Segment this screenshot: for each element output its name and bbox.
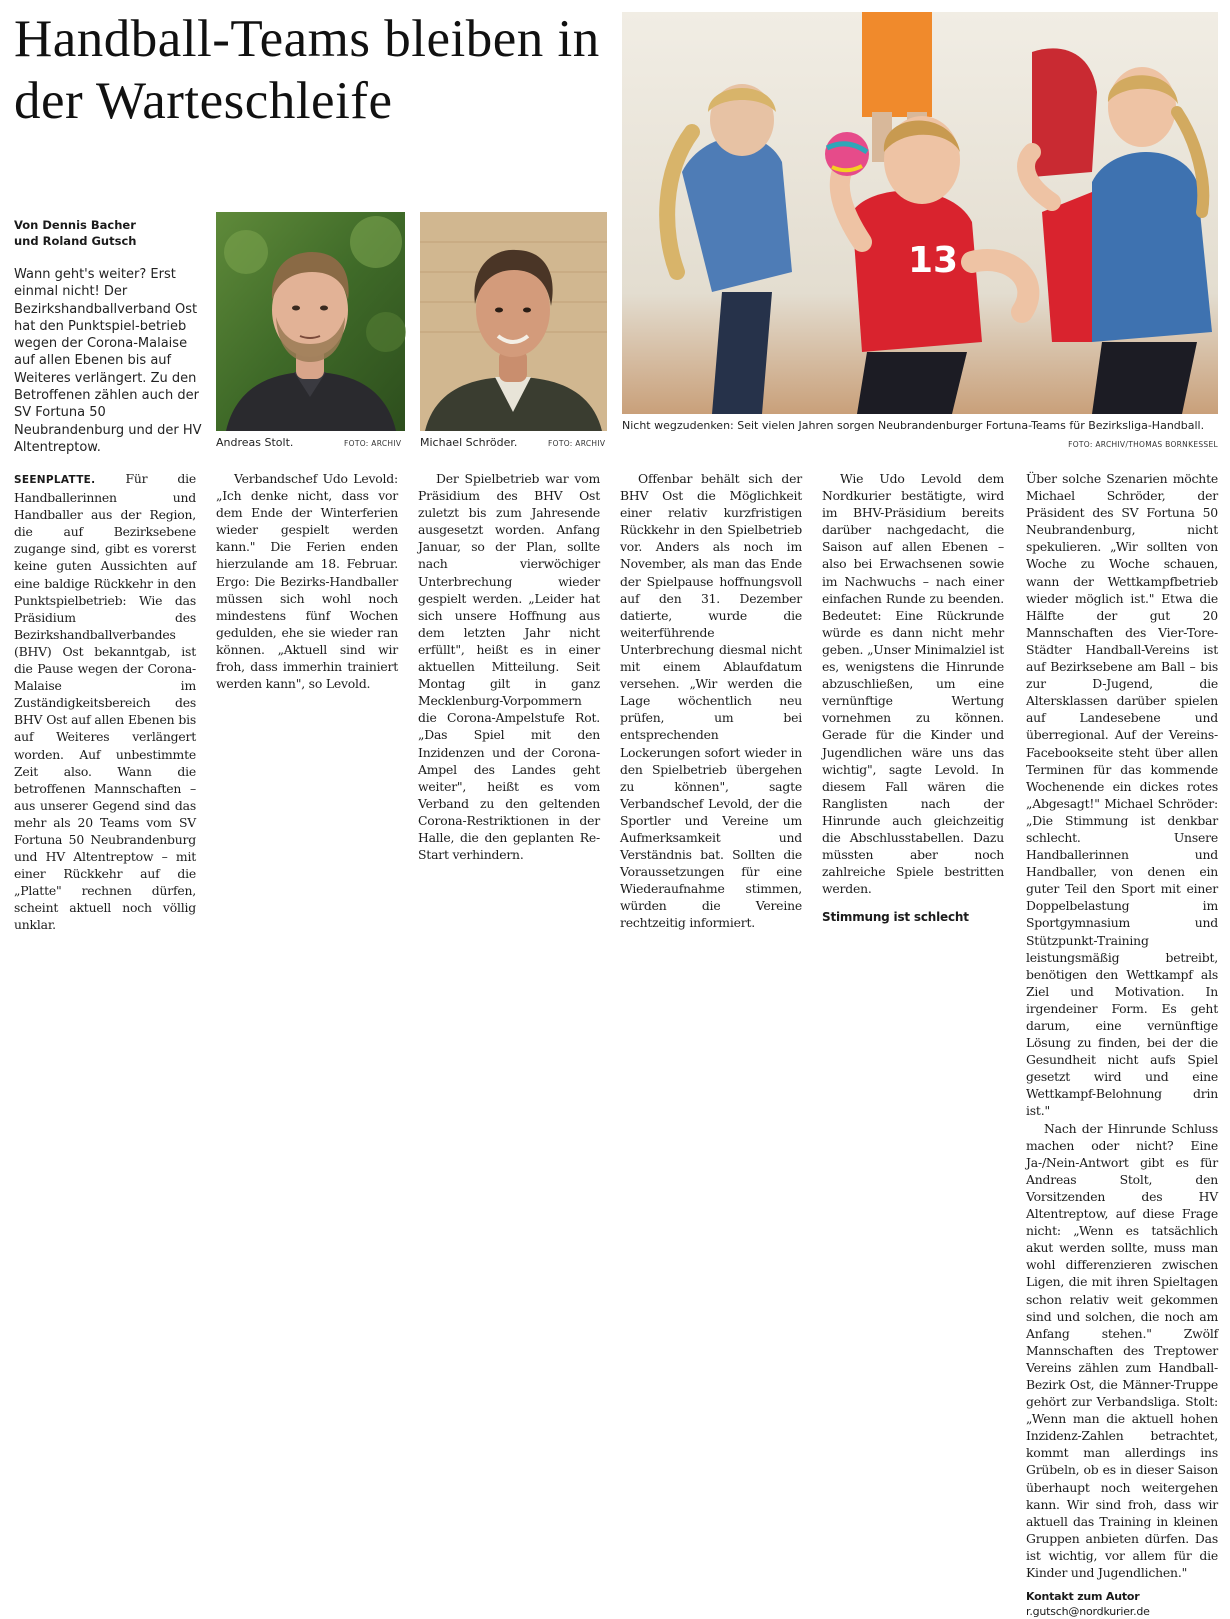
headline: Handball-Teams bleiben in der Warteschleife <box>14 10 600 130</box>
portrait-michael-schroeder-image <box>420 212 607 431</box>
portrait-caption-schroeder: Michael Schröder. <box>420 436 518 449</box>
portrait-credit-stolt: FOTO: ARCHIV <box>344 439 402 448</box>
main-photo-credit: FOTO: ARCHIV/THOMAS BORNKESSEL <box>1068 440 1218 449</box>
contact-label: Kontakt zum Autor <box>1026 1590 1140 1604</box>
body-paragraph-7: Nach der Hinrunde Schluss machen oder nicht? Eine Ja-/Nein-Antwort gibt es für Andreas Stolt, den Vorsitzenden des HV Altentreptow, auf diese Frage nicht: „Wenn es tatsächlich akut werden sollte, muss man wohl differenzieren zwischen Ligen, die mit ihren Spieltagen schon relativ weit gekommen sind und solchen, die noch am Anfang stehen." Zwölf Mannschaften des Treptower Vereins zählen zum Handball-Bezirk Ost, die Männer-Truppe gehört zur Verbandsliga. Stolt: „Wenn man die aktuell hohen Inzidenz-Zahlen betrachtet, kommt man allerdings ins Grübeln, ob es in dieser Saison überhaupt noch weitergehen kann. Wir sind froh, dass wir aktuell das Training in kleinen Gruppen anbieten dürfen. Das ist wichtig, vor allem für die Kinder und Jugendlichen." <box>1026 1120 1218 1580</box>
article-column-2 <box>216 470 398 962</box>
byline <box>14 217 204 249</box>
portrait-andreas-stolt-image <box>216 212 405 431</box>
body-paragraph-3: Der Spielbetrieb war vom Präsidium des BHV Ost zuletzt bis zum Jahresende ausgesetzt worden. Anfang Januar, so der Plan, sollte nach vierwöchiger Unterbrechung wieder gespielt werden. „Leider hat sich unsere Hoffnung aus dem letzten Jahr nicht erfüllt", heißt es in einer aktuellen Mitteilung. Seit Montag gilt in ganz Mecklenburg-Vorpommern die Corona-Ampelstufe Rot. „Das Spiel mit den Inzidenzen und der Corona-Ampel des Landes geht weiter", heißt es vom Verband zu den geltenden Corona-Restriktionen in der Halle, die den geplanten Re-Start verhindern. <box>418 471 600 863</box>
article-column-5 <box>822 470 1004 962</box>
portrait-credit-schroeder: FOTO: ARCHIV <box>548 439 606 448</box>
article-column-1 <box>14 470 196 962</box>
contact-email[interactable]: r.gutsch@nordkurier.de <box>1026 1605 1150 1619</box>
byline-line-1: Von Dennis Bacher <box>14 218 136 232</box>
body-paragraph-2: Verbandschef Udo Levold: „Ich denke nicht, dass vor dem Ende der Winterferien wieder gespielt werden kann." Die Ferien enden hierzulande am 18. Februar. Ergo: Die Bezirks-Handballer müssen sich wohl noch mindestens fünf Wochen gedulden, ehe sie wieder ran können. „Aktuell sind wir froh, dass immerhin trainiert werden kann", so Levold. <box>216 471 398 692</box>
portrait-michael-schroeder <box>420 212 607 431</box>
main-photo <box>622 12 1218 414</box>
body-paragraph-5: Wie Udo Levold dem Nordkurier bestätigte, wird im BHV-Präsidium bereits darüber nachgedacht, die Saison auf allen Ebenen – also bei Erwachsenen sowie im Nachwuchs – nach einer einfachen Runde zu beenden. Bedeutet: Eine Rückrunde würde es dann nicht mehr geben. „Unser Minimalziel ist es, wenigstens die Hinrunde abzuschließen, um eine vernünftige Wertung vornehmen zu können. Gerade für die Kinder und Jugendlichen wäre uns das wichtig", sagte Levold. In diesem Fall wären die Ranglisten nach der Hinrunde auch gleichzeitig die Abschlusstabellen. Dazu müssten aber noch zahlreiche Spiele bestritten werden. <box>822 471 1004 897</box>
body-paragraph-4: Offenbar behält sich der BHV Ost die Möglichkeit einer relativ kurzfristigen Rückkehr in den Spielbetrieb vor. Anders als noch im November, als man das Ende der Spielpause hoffnungsvoll auf den 31. Dezember datierte, wurde die weiterführende Unterbrechung diesmal nicht mit einem Ablaufdatum versehen. „Wir werden die Lage wöchentlich neu prüfen, um bei entsprechenden Lockerungen sofort wieder in den Spielbetrieb übergehen zu können", sagte Verbandschef Levold, der die Sportler und Vereine um Aufmerksamkeit und Verständnis bat. Sollten die Voraussetzungen für eine Wiederaufnahme stimmen, würden die Vereine rechtzeitig informiert. <box>620 471 802 931</box>
handball-match-image <box>622 12 1218 414</box>
article-column-6 <box>1026 470 1218 1619</box>
portrait-caption-stolt: Andreas Stolt. <box>216 436 294 449</box>
portrait-andreas-stolt <box>216 212 405 431</box>
teaser: Wann geht's weiter? Erst einmal nicht! Der Bezirkshandballverband Ost hat den Punktspiel-betrieb wegen der Corona-Malaise auf allen Ebenen bis auf Weiteres verlängert. Zu den Betroffenen zählen auch der SV Fortuna 50 Neubrandenburg und der HV Altentreptow. <box>14 267 202 455</box>
jersey-number: 13 <box>908 240 959 281</box>
dateline: SEENPLATTE. <box>14 474 96 486</box>
byline-line-2: und Roland Gutsch <box>14 234 137 248</box>
body-paragraph-6: Über solche Szenarien möchte Michael Schröder, der Präsident des SV Fortuna 50 Neubrandenburg, nicht spekulieren. „Wir sollten von Woche zu Woche schauen, wann der Wettkampfbetrieb wieder möglich ist." Etwa die Hälfte der gut 20 Mannschaften des Vier-Tore-Städter Handball-Vereins ist auf Bezirksebene am Ball – bis zur D-Jugend, die Altersklassen darüber spielen auf Landesebene und überregional. Auf der Vereins-Facebookseite steht über allen Terminen für das kommende Wochenende ein dickes rotes „Abgesagt!" Michael Schröder: „Die Stimmung ist denkbar schlecht. Unsere Handballerinnen und Handballer, von denen ein guter Teil den Sport mit einer Doppelbelastung im Sportgymnasium und Stützpunkt-Training leistungsmäßig betreibt, benötigen den Wettkampf als Ziel und Motivation. In irgendeiner Form. Es geht darum, eine vernünftige Lösung zu finden, bei der die Gesundheit nicht aufs Spiel gesetzt wird und eine Wettkampf-Belohnung drin ist." <box>1026 471 1218 1119</box>
main-photo-caption: Nicht wegzudenken: Seit vielen Jahren sorgen Neubrandenburger Fortuna-Teams für Bezirksliga-Handball. <box>622 419 1205 432</box>
body-paragraph-1: SEENPLATTE. Für die Handballerinnen und Handballer aus der Region, die auf Bezirksebene zugange sind, gibt es vorerst keine guten Aussichten auf eine baldige Rückkehr in den Punktspielbetrieb: Wie das Präsidium des Bezirkshandballverbandes (BHV) Ost bekanntgab, ist die Pause wegen der Corona-Malaise im Zuständigkeitsbereich des BHV Ost auf allen Ebenen bis auf Weiteres verlängert worden. Auf unbestimmte Zeit also. Wann die betroffenen Mannschaften – aus unserer Gegend sind das mehr als 20 Teams vom SV Fortuna 50 Neubrandenburg und HV Altentreptow – mit einer Rückkehr auf die „Platte" rechnen dürfen, scheint aktuell noch völlig unklar. <box>14 471 196 933</box>
article-column-3 <box>418 470 600 962</box>
subhead: Stimmung ist schlecht <box>822 910 969 925</box>
article-column-4 <box>620 470 802 962</box>
